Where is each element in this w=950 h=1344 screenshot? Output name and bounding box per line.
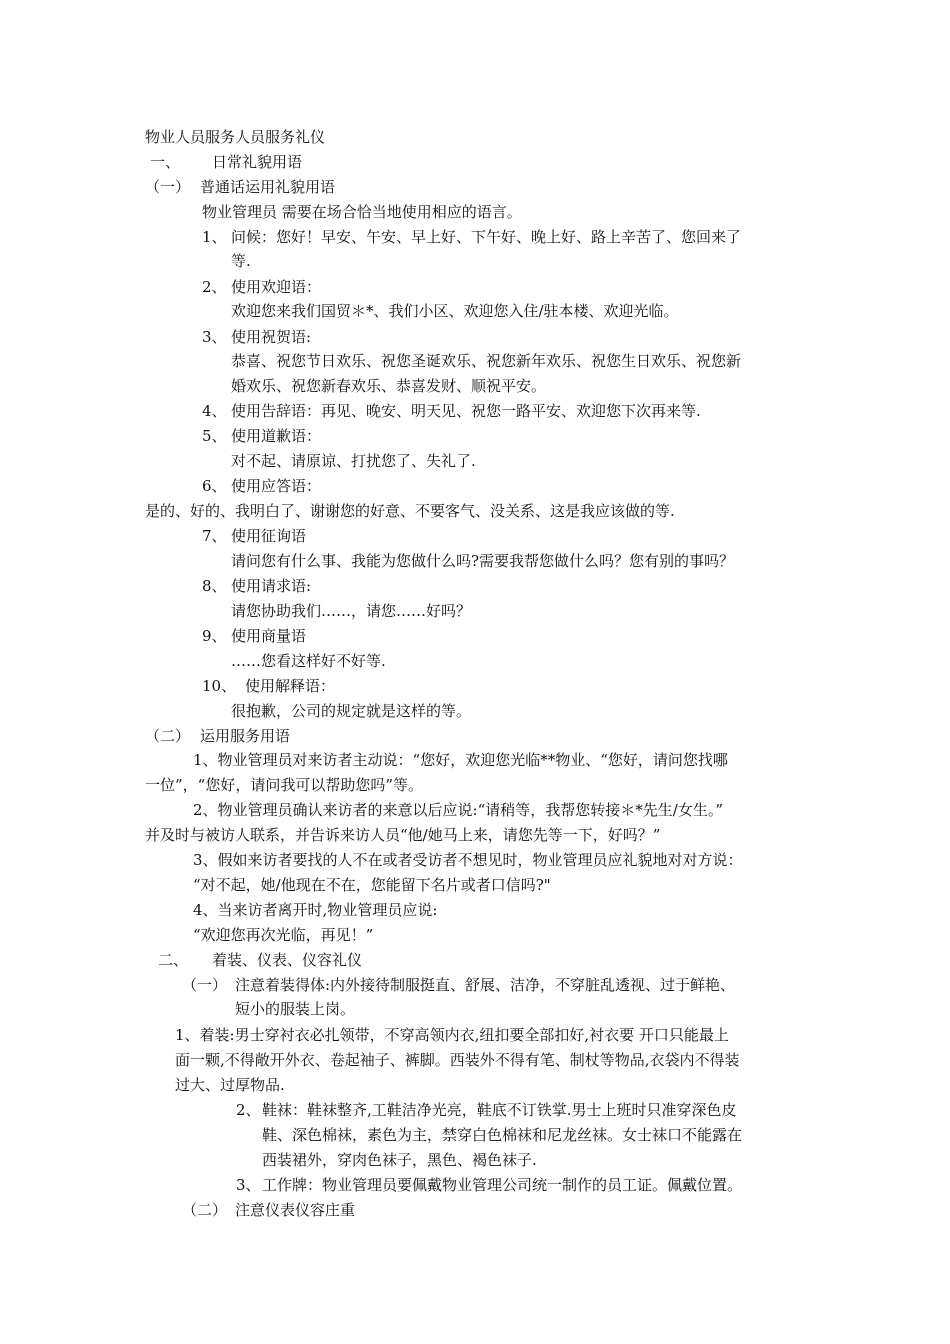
paragraph-3-cont: “对不起，她/他现在不在，您能留下名片或者口信吗?"	[193, 876, 551, 894]
shoes-item-text: 鞋袜：鞋袜整齐,工鞋洁净光亮，鞋底不订铁掌.男士上班时只准穿深色皮	[262, 1101, 737, 1119]
subsection-2-1-text-cont: 短小的服装上岗。	[235, 1000, 356, 1018]
item-9-text: ……您看这样好不好等.	[231, 652, 386, 670]
paragraph-2-cont: 并及时与被访人联系，并告诉来访人员“他/她马上来，请您先等一下，好吗？”	[145, 826, 661, 844]
attire-paragraph: 1、着装:男士穿衬衣必扎领带，不穿高领内衣,纽扣要全部扣好,衬衣要 开口只能最上	[175, 1026, 729, 1044]
item-6-number: 6、	[202, 477, 227, 495]
item-2-number: 2、	[202, 278, 227, 296]
shoes-item-text-cont-2: 西装裙外，穿肉色袜子，黑色、褐色袜子.	[262, 1151, 537, 1169]
item-3-label: 使用祝贺语:	[231, 328, 312, 346]
subsection-2-1-text: 注意着装得体:内外接待制服挺直、舒展、洁净，不穿脏乱透视、过于鲜艳、	[235, 976, 736, 994]
paragraph-4-cont: “欢迎您再次光临，再见！”	[193, 926, 374, 944]
item-10-number: 10、	[202, 677, 237, 695]
shoes-item-number: 2、	[236, 1101, 261, 1119]
item-5-text: 对不起、请原谅、打扰您了、失礼了.	[231, 452, 476, 470]
attire-paragraph-cont-1: 面一颗,不得敞开外衣、卷起袖子、裤脚。西装外不得有笔、制杖等物品,衣袋内不得装	[175, 1051, 740, 1069]
section-1-heading: 日常礼貌用语	[212, 153, 303, 171]
item-4-text: 使用告辞语：再见、晚安、明天见、祝您一路平安、欢迎您下次再来等.	[231, 402, 701, 420]
item-5-label: 使用道歉语：	[231, 427, 322, 445]
item-6-text: 是的、好的、我明白了、谢谢您的好意、不要客气、没关系、这是我应该做的等.	[145, 502, 675, 520]
section-1-number: 一、	[150, 153, 181, 171]
shoes-item-text-cont-1: 鞋、深色棉袜，素色为主，禁穿白色棉袜和尼龙丝袜。女士袜口不能露在	[262, 1126, 743, 1144]
paragraph-1: 1、物业管理员对来访者主动说：“您好，欢迎您光临**物业、“您好，请问您找哪	[193, 751, 728, 769]
item-2-label: 使用欢迎语：	[231, 278, 322, 296]
item-3-text: 恭喜、祝您节日欢乐、祝您圣诞欢乐、祝您新年欢乐、祝您生日欢乐、祝您新	[231, 352, 742, 370]
item-3-text-cont: 婚欢乐、祝您新春欢乐、恭喜发财、顺祝平安。	[231, 377, 547, 395]
item-9-number: 9、	[202, 627, 227, 645]
subsection-2-2-heading: 注意仪表仪容庄重	[235, 1201, 356, 1219]
item-5-number: 5、	[202, 427, 227, 445]
item-9-label: 使用商量语	[231, 627, 307, 645]
item-7-label: 使用征询语	[231, 527, 307, 545]
item-1-text-cont: 等.	[231, 252, 251, 270]
item-6-label: 使用应答语：	[231, 477, 322, 495]
item-10-text: 很抱歉，公司的规定就是这样的等。	[231, 702, 472, 720]
item-1-number: 1、	[202, 228, 227, 246]
paragraph-3: 3、假如来访者要找的人不在或者受访者不想见时，物业管理员应礼貌地对对方说：	[193, 851, 743, 869]
item-2-text: 欢迎您来我们国贸＊*、我们小区、欢迎您入住/驻本楼、欢迎光临。	[231, 302, 679, 320]
subsection-1-2-number: （二）	[145, 727, 191, 745]
item-8-number: 8、	[202, 577, 227, 595]
paragraph-2: 2、物业管理员确认来访者的来意以后应说:“请稍等，我帮您转接＊*先生/女生。”	[193, 801, 723, 819]
badge-item-text: 工作牌：物业管理员要佩戴物业管理公司统一制作的员工证。佩戴位置。	[262, 1176, 743, 1194]
subsection-2-2-number: （二）	[182, 1201, 228, 1219]
attire-paragraph-cont-2: 过大、过厚物品.	[175, 1076, 285, 1094]
section-2-number: 二、	[158, 951, 189, 969]
subsection-2-1-number: （一）	[182, 976, 228, 994]
subsection-1-1-number: （一）	[145, 178, 191, 196]
intro-paragraph: 物业管理员 需要在场合恰当地使用相应的语言。	[202, 203, 522, 221]
document-title: 物业人员服务人员服务礼仪	[145, 128, 326, 146]
item-1-text: 问候：您好！早安、午安、早上好、下午好、晚上好、路上辛苦了、您回来了	[231, 228, 742, 246]
item-7-number: 7、	[202, 527, 227, 545]
badge-item-number: 3、	[236, 1176, 261, 1194]
subsection-1-1-heading: 普通话运用礼貌用语	[200, 178, 336, 196]
item-8-text: 请您协助我们……，请您……好吗？	[231, 602, 472, 620]
paragraph-1-cont: 一位”，“您好，请问我可以帮助您吗”等。	[145, 776, 424, 794]
paragraph-4: 4、当来访者离开时,物业管理员应说:	[193, 901, 438, 919]
item-3-number: 3、	[202, 328, 227, 346]
subsection-1-2-heading: 运用服务用语	[200, 727, 291, 745]
item-4-number: 4、	[202, 402, 227, 420]
section-2-heading: 着装、仪表、仪容礼仪	[212, 951, 363, 969]
item-7-text: 请问您有什么事、我能为您做什么吗?需要我帮您做什么吗？您有别的事吗？	[231, 552, 735, 570]
item-10-label: 使用解释语：	[245, 677, 336, 695]
item-8-label: 使用请求语:	[231, 577, 312, 595]
